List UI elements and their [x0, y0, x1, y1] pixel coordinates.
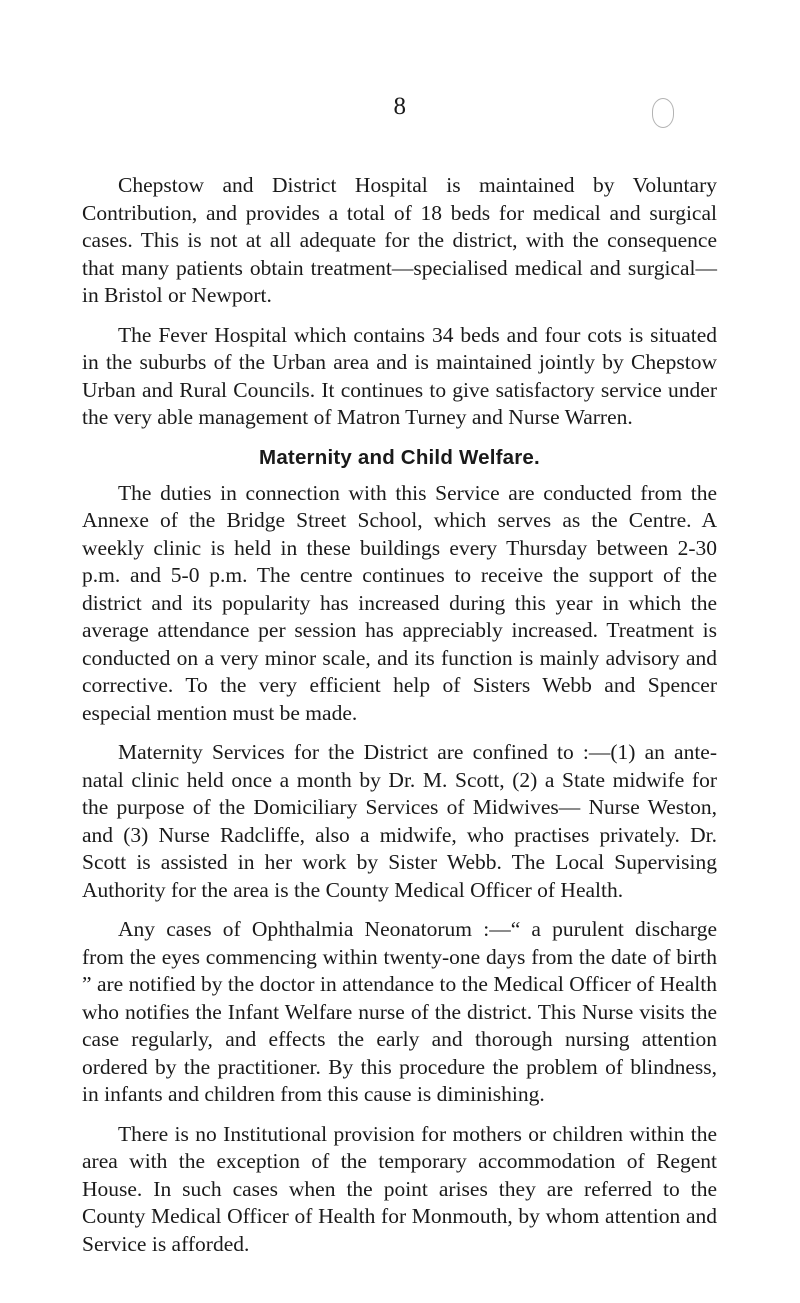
paragraph-welfare-centre: The duties in connection with this Service are conducted from the Annexe of the Bridge Street School, which serves as the Centre. A weekly clinic is held in these buildings every Thursday between 2-30 p.m. and 5-0 p.m. The centre continues to receive the support of the district and its popularity has increased during this year in which the average attendance per session has appreciably increased. Treatment is conducted on a very minor scale, and its function is mainly advisory and corrective. To the very efficient help of Sisters Webb and Spencer especial mention must be made. — [82, 480, 717, 725]
paragraph-ophthalmia: Any cases of Ophthalmia Neonatorum :—“ a purulent discharge from the eyes commencing within twenty-one days from the date of birth ” are notified by the doctor in attendance to the Medical Officer of Health who notifies the Infant Welfare nurse of the district. This Nurse visits the case regularly, and effects the early and thorough nursing attention ordered by the practitioner. By this procedure the problem of blindness, in infants and children from this cause is diminishing. — [82, 917, 717, 1106]
paragraph-institutional-provision: There is no Institutional provision for mothers or children within the area with the exception of the temporary accommodation of Regent House. In such cases when the point arises they are referred to the County Medical Officer of Health for Monmouth, by whom attention and Service is afforded. — [82, 1121, 717, 1256]
paragraph-hospital: Chepstow and District Hospital is maintained by Voluntary Contribution, and provides a total of 18 beds for medical and surgical cases. This is not at all adequate for the district, with the consequence that many patients obtain treatment—specialised medical and surgical—in Bristol or Newport. — [82, 173, 717, 307]
paragraph-fever-hospital: The Fever Hospital which contains 34 beds and four cots is situated in the suburbs of the Urban area and is maintained jointly by Chepstow Urban and Rural Councils. It continues to give satisfactory service under the very able management of Matron Turney and Nurse Warren. — [82, 322, 717, 429]
section-heading: Maternity and Child Welfare. — [259, 445, 540, 469]
page-number: 8 — [393, 93, 407, 120]
paragraph-maternity-services: Maternity Services for the District are confined to :—(1) an ante-natal clinic held once a month by Dr. M. Scott, (2) a State midwife for the purpose of the Domiciliary Services of Midwives— Nurse Weston, and (3) Nurse Radcliffe, also a midwife, who practises privately. Dr. Scott is assisted in her work by Sister Webb. The Local Supervising Authority for the area is the County Medical Officer of Health. — [82, 740, 717, 902]
body-text — [82, 172, 717, 1270]
